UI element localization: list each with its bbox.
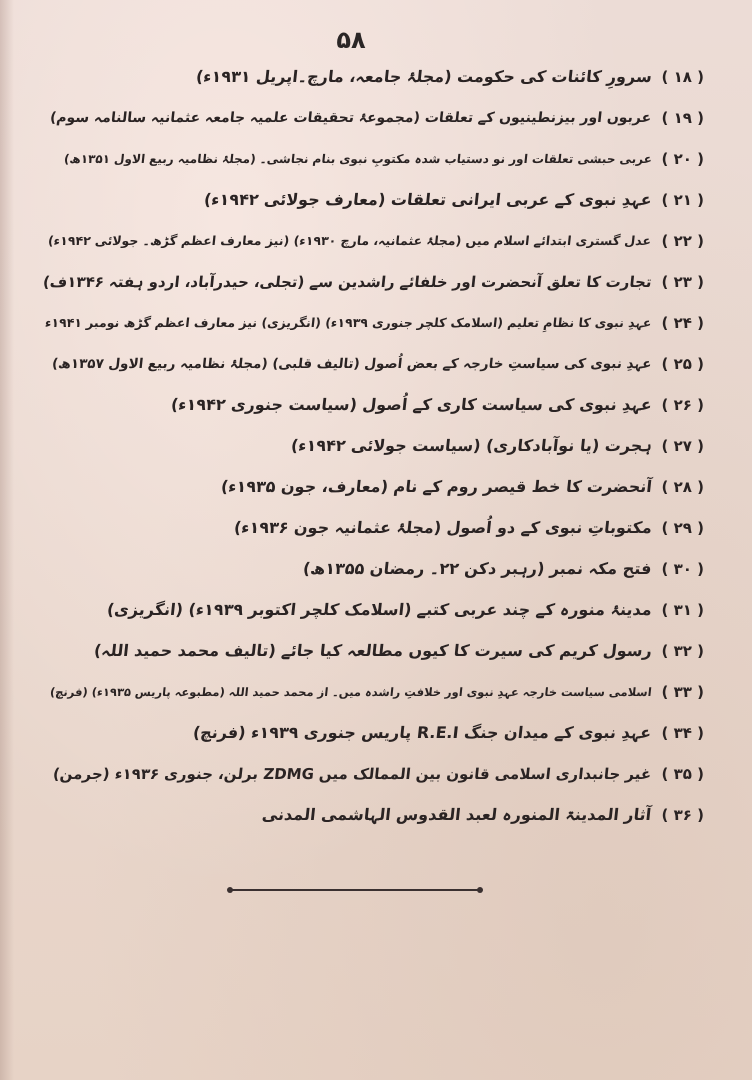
entry-number: ( ۳۶ ) bbox=[661, 805, 704, 824]
entry-text: مدینۂ منورہ کے چند عربی کتبے (اسلامک کلچر اکتوبر ۱۹۳۹ء) (انگریزی) bbox=[105, 599, 653, 619]
entry-text: سرورِ کائنات کی حکومت (مجلۂ جامعہ، مارچ۔اپریل ۱۹۳۱ء) bbox=[194, 66, 653, 86]
list-item bbox=[107, 591, 704, 627]
list-item bbox=[52, 345, 704, 381]
entry-number: ( ۳۰ ) bbox=[661, 559, 704, 578]
entry-number: ( ۲۶ ) bbox=[661, 395, 704, 414]
list-item bbox=[50, 673, 704, 709]
entry-number: ( ۲۳ ) bbox=[661, 272, 704, 291]
list-item bbox=[234, 509, 704, 545]
page-number: ۵۸ bbox=[336, 26, 366, 54]
entry-text: عربوں اور بیزنطینیوں کے تعلقات (مجموعۂ تحقیقات علمیہ جامعہ عثمانیہ سالنامہ سوم) bbox=[49, 109, 653, 126]
entry-number: ( ۲۹ ) bbox=[661, 518, 704, 537]
entry-text: عدل گستری ابتدائے اسلام میں (مجلۂ عثمانیہ، مارچ ۱۹۳۰ء) (نیز معارف اعظم گڑھ۔ جولائی ۱۹۴۲ء) bbox=[47, 232, 653, 248]
entry-text: فتح مکہ نمبر (رہبر دکن ۲۲۔ رمضان ۱۳۵۵ھ) bbox=[302, 558, 653, 578]
entry-number: ( ۳۲ ) bbox=[661, 641, 704, 660]
list-item bbox=[221, 468, 704, 504]
bibliography-list bbox=[0, 58, 752, 858]
entry-text: تجارت کا تعلق آنحضرت اور خلفائے راشدین سے (تجلی، حیدرآباد، اردو ہفتہ ۱۳۴۶ف) bbox=[41, 272, 653, 291]
entry-number: ( ۳۵ ) bbox=[661, 764, 704, 783]
entry-number: ( ۲۰ ) bbox=[661, 149, 704, 168]
list-item bbox=[196, 58, 704, 94]
entry-text: آثار المدینۃ المنورہ لعبد القدوس الہاشمی المدنی bbox=[261, 804, 653, 824]
entry-text: رسول کریم کی سیرت کا کیوں مطالعہ کیا جائے (تالیف محمد حمید اللہ) bbox=[92, 640, 653, 660]
entry-number: ( ۲۷ ) bbox=[661, 436, 704, 455]
entry-number: ( ۳۳ ) bbox=[661, 682, 704, 701]
entry-text: عہدِ نبوی کے عربی ایرانی تعلقات (معارف جولائی ۱۹۴۲ء) bbox=[202, 189, 653, 209]
entry-text: عہدِ نبوی کا نظامِ تعلیم (اسلامک کلچر جنوری ۱۹۳۹ء) (انگریزی) نیز معارف اعظم گڑھ نومبر ۱۹۴۱ء bbox=[44, 314, 653, 330]
entry-text: عربی حبشی تعلقات اور نو دستیاب شدہ مکتوبِ نبوی بنام نجاشی۔ (مجلۂ نظامیہ ربیع الاول ۱۳۵۱ھ) bbox=[62, 151, 653, 166]
list-item bbox=[50, 99, 704, 135]
entry-number: ( ۲۲ ) bbox=[661, 231, 704, 250]
entry-number: ( ۱۸ ) bbox=[661, 67, 704, 86]
entry-number: ( ۲۵ ) bbox=[661, 354, 704, 373]
list-item bbox=[171, 386, 704, 422]
entry-number: ( ۲۱ ) bbox=[661, 190, 704, 209]
list-item bbox=[193, 714, 704, 750]
list-item bbox=[262, 796, 704, 832]
entry-text: مکتوباتِ نبوی کے دو اُصول (مجلۂ عثمانیہ جون ۱۹۳۶ء) bbox=[232, 517, 653, 537]
list-item bbox=[43, 263, 704, 299]
entry-number: ( ۳۱ ) bbox=[661, 600, 704, 619]
entry-text: عہدِ نبوی کے میدان جنگ R.E.I پاریس جنوری ۱۹۳۹ء (فرنچ) bbox=[192, 722, 653, 742]
list-item bbox=[94, 632, 704, 668]
entry-number: ( ۳۴ ) bbox=[661, 723, 704, 742]
list-item bbox=[48, 222, 704, 258]
entry-number: ( ۲۴ ) bbox=[661, 313, 704, 332]
list-item bbox=[204, 181, 704, 217]
entry-text: عہدِ نبوی کی سیاست کاری کے اُصول (سیاست جنوری ۱۹۴۲ء) bbox=[169, 394, 653, 414]
entry-text: عہدِ نبوی کی سیاستِ خارجہ کے بعض اُصول (تالیف قلبی) (مجلۂ نظامیہ ربیع الاول ۱۳۵۷ھ) bbox=[51, 355, 653, 372]
entry-text: اسلامی سیاست خارجہ عہدِ نبوی اور خلافتِ راشدہ میں۔ از محمد حمید اللہ (مطبوعہ پاریس ۱۹۳۵ء) (فرنچ) bbox=[49, 684, 653, 699]
list-item bbox=[53, 755, 704, 791]
entry-text: آنحضرت کا خط قیصر روم کے نام (معارف، جون ۱۹۳۵ء) bbox=[219, 476, 653, 496]
list-item bbox=[45, 304, 704, 340]
entry-number: ( ۲۸ ) bbox=[661, 477, 704, 496]
entry-number: ( ۱۹ ) bbox=[661, 108, 704, 127]
entry-text: غیر جانبداری اسلامی قانون بین الممالک میں ZDMG برلن، جنوری ۱۹۳۶ء (جرمن) bbox=[52, 764, 653, 783]
list-item bbox=[64, 140, 704, 176]
entry-text: ہجرت (یا نوآبادکاری) (سیاست جولائی ۱۹۴۲ء) bbox=[289, 435, 653, 455]
end-divider bbox=[230, 889, 480, 891]
list-item bbox=[303, 550, 704, 586]
list-item bbox=[291, 427, 704, 463]
